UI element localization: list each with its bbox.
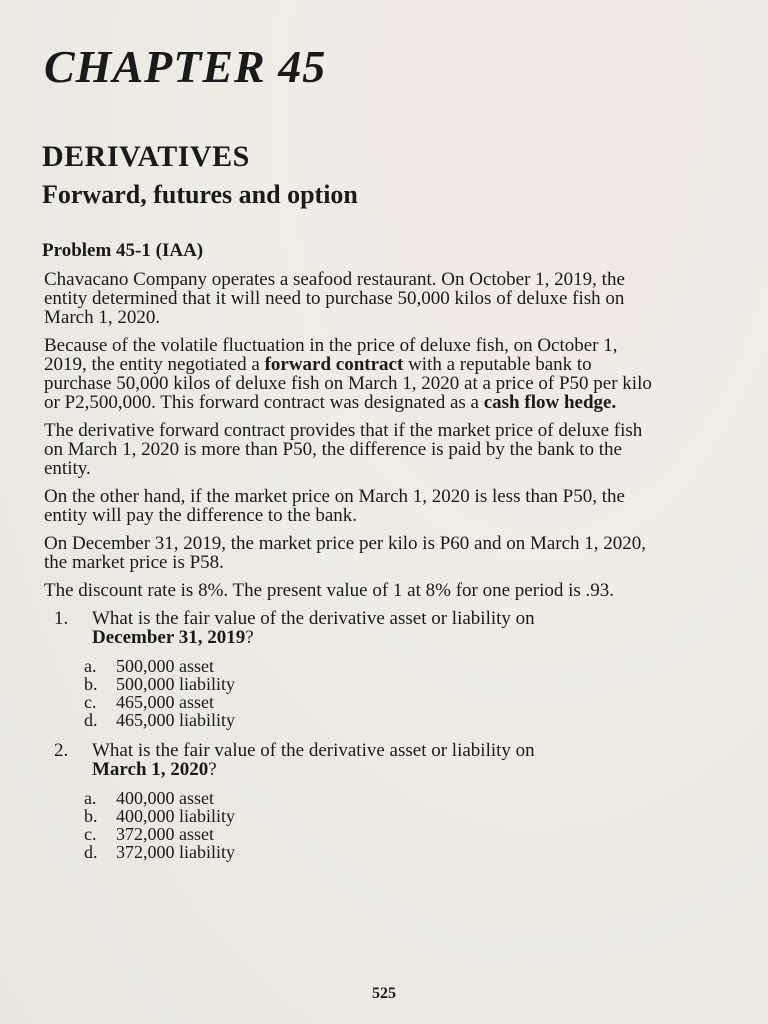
- answer-option: [84, 711, 654, 729]
- problem-body: [44, 270, 654, 873]
- chapter-heading: CHAPTER 45: [44, 41, 327, 92]
- question-text: What is the fair value of the derivative asset or liability on: [92, 740, 535, 761]
- answer-option: [84, 807, 654, 825]
- answer-options: [84, 789, 654, 861]
- answer-option: [84, 825, 654, 843]
- option-letter: b.: [84, 806, 98, 826]
- section-subtitle: Forward, futures and option: [42, 180, 358, 209]
- paragraph: The discount rate is 8%. The present value of 1 at 8% for one period is .93.: [44, 580, 615, 601]
- option-letter: c.: [84, 692, 97, 712]
- option-letter: a.: [84, 656, 97, 676]
- paragraph-text: Because of the volatile fluctuation in the price of deluxe fish, on October 1, 2019, the entity negotiated a: [44, 335, 618, 375]
- problem-title: Problem 45-1 (IAA): [42, 240, 204, 261]
- answer-option: [84, 843, 654, 861]
- bold-term: cash flow hedge.: [483, 392, 617, 413]
- option-letter: d.: [84, 842, 98, 862]
- paragraph: Chavacano Company operates a seafood restaurant. On October 1, 2019, the entity determined that it will need to purchase 50,000 kilos of deluxe fish on March 1, 2020.: [44, 269, 625, 328]
- answer-options: [84, 657, 654, 729]
- option-letter: a.: [84, 788, 97, 808]
- option-text: 465,000 asset: [116, 692, 214, 712]
- question-end: ?: [208, 759, 217, 780]
- paragraph: The derivative forward contract provides that if the market price of deluxe fish on March 1, 2020 is more than P50, the difference is paid by the bank to the entity.: [44, 420, 643, 479]
- question: [44, 609, 654, 647]
- option-text: 400,000 asset: [116, 788, 214, 808]
- question: [44, 741, 654, 779]
- question-date: March 1, 2020: [92, 759, 209, 780]
- question-number: 1.: [54, 608, 69, 629]
- answer-option: [84, 657, 654, 675]
- paragraph: On December 31, 2019, the market price per kilo is P60 and on March 1, 2020, the market price is P58.: [44, 533, 647, 573]
- bold-term: forward contract: [264, 354, 404, 375]
- answer-option: [84, 693, 654, 711]
- question-number: 2.: [54, 740, 69, 761]
- option-text: 500,000 liability: [116, 674, 235, 694]
- question-date: December 31, 2019: [92, 627, 246, 648]
- question-end: ?: [245, 627, 254, 648]
- paragraph-text: with a reputable bank to purchase 50,000 kilos of deluxe fish on March 1, 2020 at a price of P50 per kilo or P2,500,000. This forward contract was designated as a: [44, 354, 652, 413]
- option-letter: c.: [84, 824, 97, 844]
- option-text: 500,000 asset: [116, 656, 214, 676]
- paragraph: [44, 336, 654, 412]
- section-title: DERIVATIVES: [42, 140, 250, 173]
- option-text: 372,000 asset: [116, 824, 214, 844]
- paragraph: On the other hand, if the market price on March 1, 2020 is less than P50, the entity will pay the difference to the bank.: [44, 486, 625, 526]
- answer-option: [84, 789, 654, 807]
- answer-option: [84, 675, 654, 693]
- option-text: 465,000 liability: [116, 710, 235, 730]
- question-text: What is the fair value of the derivative asset or liability on: [92, 608, 535, 629]
- page-number: 525: [372, 985, 396, 1002]
- option-letter: d.: [84, 710, 98, 730]
- option-letter: b.: [84, 674, 98, 694]
- option-text: 372,000 liability: [116, 842, 235, 862]
- option-text: 400,000 liability: [116, 806, 235, 826]
